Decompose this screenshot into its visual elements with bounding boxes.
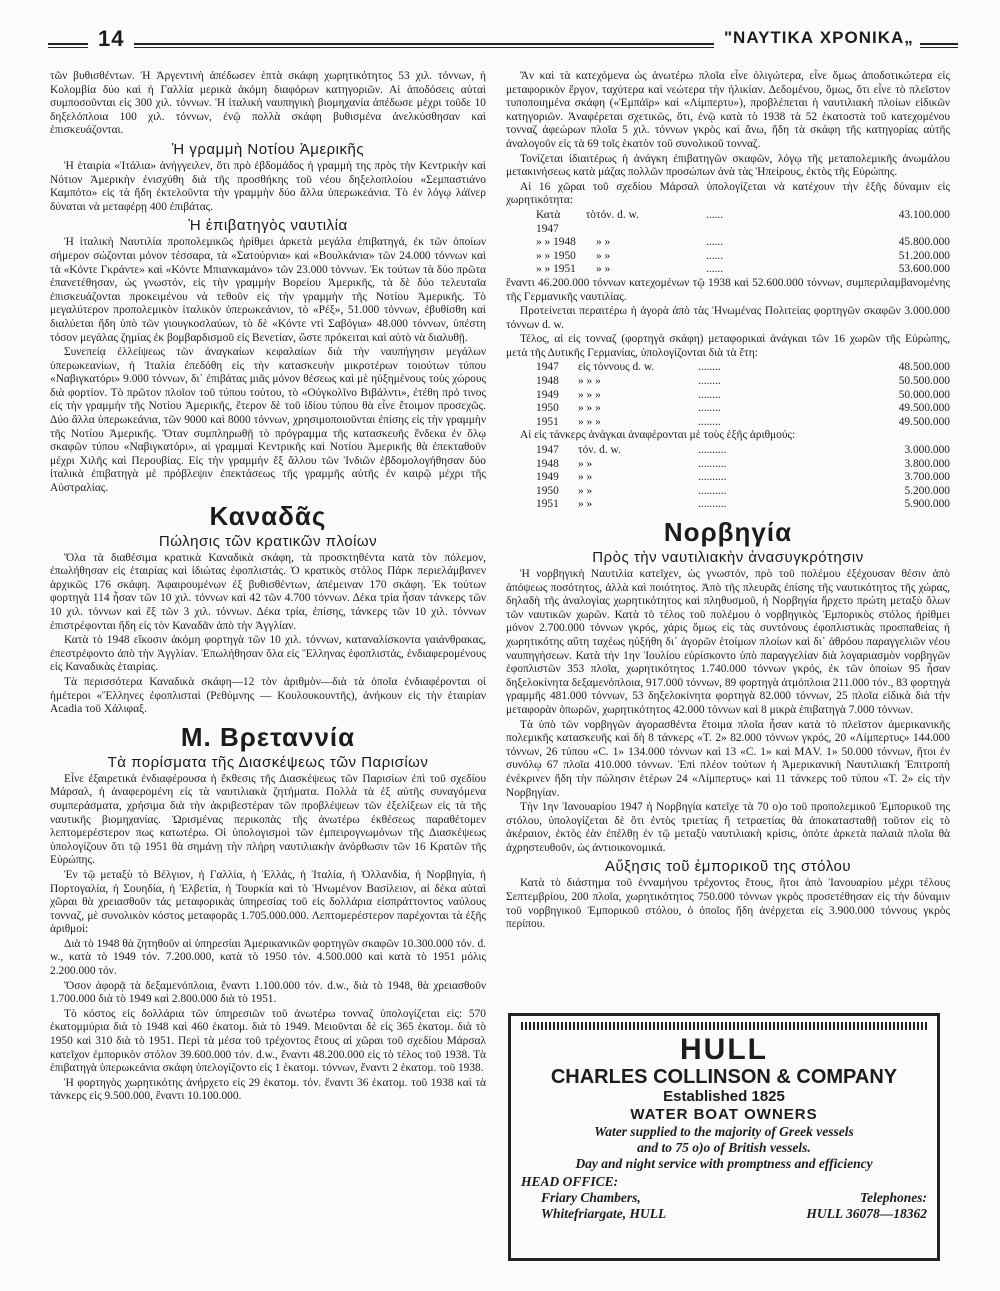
table-cell: ..........	[698, 484, 727, 497]
capacity-table	[536, 209, 950, 277]
paragraph: Τὰ ὑπὸ τῶν νορβηγῶν ἀγορασθέντα ἕτοιμα πλοῖα ἦσαν κατὰ τὸ πλεῖστον ἀμερικανικῆς πολεμικῆς κατασκευῆς καὶ δὴ 8 τάνκερς «Τ. 2» 82.000 τόννων γκρός, 20 «Λίμπερτυς» 144.000 τόννων, 26 τύπου «C. 1» 134.000 τόννων καὶ 13 «C. 1» καὶ ΜΑV. 1» 50.000 τόννων, ἤτοι ἐν συνόλῳ 67 πλοῖα 410.000 τόννων. Ἐπὶ πλέον τούτων ἡ Ἀμερικανικὴ Ναυτιλιακὴ Ἐπιτροπὴ ἐνέκρινεν ἤδη τὴν πώλησιν ἑτέρων 24 «Λίμπερτυς» καὶ 11 τάνκερς τοῦ τύπου «Τ. 2» εἰς τὴν Νορβηγίαν.	[506, 718, 950, 799]
advertisement	[508, 1013, 940, 1261]
ad-telephone-label: Telephones:	[860, 1190, 927, 1205]
intro-paragraph: τῶν βυθισθέντων. Ἡ Ἀργεντινὴ ἀπέδωσεν ἑπτὰ σκάφη χωρητικότητος 53 χιλ. τόννων, ἡ Κολομβία δύο καὶ ἡ Γαλλία μερικὰ ἀκόμη διαφόρων κατηγοριῶν. Αἱ ἀποδόσεις αὐταὶ συμποσοῦνται εἰς 300 χιλ. τόννων. Ἡ ἰταλικὴ ναυπηγικὴ βιομηχανία ἀπέδωσε μέχρι τοῦδε 10 δηξελόπλοια 100 χιλ. τόννων, ἐνῷ πολλὰ σκάφη βυθισμένα ἀνελκύσθησαν καὶ ἐπισκευάζονται.	[50, 70, 486, 137]
subheading-britain: Τὰ πορίσματα τῆς Διασκέψεως τῶν Παρισίων	[107, 753, 429, 771]
paragraph: Τὸ κόστος εἰς δολλάρια τῶν ὑπηρεσιῶν τοῦ ἀνωτέρω τονναζ ὑπολογίζεται εἰς: 570 ἑκατομμύρια διὰ τὸ 1948 καὶ 460 ἑκατομ. διὰ τὸ 1949. Μειοῦνται δὲ εἰς 365 ἑκατομ. διὰ τὸ 1950 καὶ 310 διὰ τὸ 1951. Περὶ τὰ μέσα τοῦ τρέχοντος ἔτους αἱ χῶραι τοῦ σχεδίου Μάρσαλ κατεῖχον ἐμπορικὸν στόλον 39.600.000 τόν. d.w., ἔναντι 48.200.000 εἰς τὸ τέλος τοῦ 1938. Τὰ ἐπιβατηγὰ ὑπερωκεάνια σκάφη ὑπελογίζοντο εἰς 1 ἑκατομ. τόννων, ἔναντι 2 ἑκατομ. τοῦ 1938.	[50, 1007, 486, 1075]
table-cell: » »	[596, 236, 611, 249]
masthead: "ΝΑΥΤΙΚΑ ΧΡΟΝΙΚΑ„	[724, 28, 914, 47]
table-cell: » »	[578, 471, 593, 484]
table-value: 3.000.000	[904, 444, 950, 457]
table-value: 45.800.000	[898, 236, 950, 249]
table-cell: » »	[578, 457, 593, 470]
ad-address: Whitefriargate, HULL	[541, 1206, 667, 1221]
paragraph: Αἱ 16 χῶραι τοῦ σχεδίου Μάρσαλ ὑπολογίζεται νὰ κατέχουν τὴν ἑξῆς δύναμιν εἰς χωρητικότητα:	[506, 180, 950, 207]
paragraph: Ἐν τῷ μεταξὺ τὸ Βέλγιον, ἡ Γαλλία, ἡ Ἑλλάς, ἡ Ἰταλία, ἡ Ὁλλανδία, ἡ Νορβηγία, ἡ Πορτογαλία, ἡ Σουηδία, ἡ Ἑλβετία, ἡ Τουρκία καὶ τὸ Ἡνωμένον Βασίλειον, αἱ δέκα αὐταὶ χῶραι θὰ χρειασθοῦν τάς μεταφορικὰς ὑπηρεσίας τοῦ εἰς δολλάρια εἰσπράττοντος ναύλους τονναζ, μὲ συνολικὸν κόστος μεταφορᾶς 1.705.000.000. Λεπτομερέστερον παρέχονται τὰ ἐξῆς ἀριθμοί:	[50, 868, 486, 936]
table-cell: 1947	[536, 361, 559, 374]
table-cell: 1951	[536, 498, 559, 511]
table-cell: » » 1950	[536, 249, 576, 262]
paragraph: Ἂν καὶ τὰ κατεχόμενα ὡς ἀνωτέρω πλοῖα εἶνε ὀλιγώτερα, εἶνε ὅμως ἀποδοτικώτερα εἰς μεταφορικὸν ἔργον, ταχύτερα καὶ νεώτερα τὴν ἡλικίαν. Δεδομένου, ὅμως, ὅτι εἶνε τὸ πλεῖστον τυποποιημένα σκάφη («Ἐμπάϊρ» καὶ «Λίμπερτυ»), προβλέπεται ἡ ναυτιλιακὴ πλοίων εἰδικῶν κατηγοριῶν. Ἀναφέρεται σχετικῶς, ὅτι, ἐνῷ κατὰ τὸ 1938 τὰ 52 ἑκατοστὰ τοῦ κατεχομένου τονναζ ἀφεώρων πλοῖα 5 χιλ. τόννων γκρὸς καὶ ἄνω, ἤδη τὰ σκάφη τῆς κατηγορίας αὐτῆς ἀναλογοῦν εἰς τὰ 69 τοῖς ἑκατὸν τοῦ συνολικοῦ τονναζ.	[506, 70, 950, 150]
paragraph: Ὅσον ἀφορᾷ τὰ δεξαμενόπλοια, ἔναντι 1.100.000 τόν. d.w., διὰ τὸ 1948, θὰ χρειασθοῦν 1.700.000 διὰ τὸ 1949 καὶ 2.800.000 διὰ τὸ 1951.	[50, 979, 486, 1006]
table-value: 50.000.000	[898, 388, 950, 401]
paragraph: Διὰ τὸ 1948 θὰ ζητηθοῦν αἱ ὑπηρεσίαι Ἀμερικανικῶν φορτηγῶν σκαφῶν 10.300.000 τόν. d. w., κατὰ τὸ 1949 τόν. 7.200.000, κατὰ τὸ 1950 τόν. 4.500.000 καὶ κατὰ τὸ 1951 μόλις 2.200.000 τόν.	[50, 937, 486, 978]
ad-slogan: Water supplied to the majority of Greek vessels	[594, 1124, 854, 1139]
table-cell: » » »	[578, 402, 601, 415]
paragraph: Τονίζεται ἰδιαιτέρως ἡ ἀνάγκη ἐπιβατηγῶν σκαφῶν, λόγῳ τῆς μεταπολεμικῆς ἀνωμάλου μετακινήσεως κατὰ μάζας πολλῶν προσώπων ἀνὰ τὰς Ἠπείρους, ἐκτὸς τῆς Εὐρώπης.	[506, 152, 950, 179]
table-cell: 1947	[536, 444, 559, 457]
table-cell: 1949	[536, 471, 559, 484]
table-cell: ......	[706, 208, 724, 221]
subheading-norway: Πρὸς τὴν ναυτιλιακὴν ἀνασυγκρότησιν	[592, 549, 864, 566]
table-value: 49.500.000	[898, 415, 950, 428]
table-cell: 1948	[536, 375, 559, 388]
table-value: 51.200.000	[898, 249, 950, 262]
table-cell: εἰς τόννους d. w.	[578, 361, 655, 374]
table-cell: » »	[578, 484, 593, 497]
paragraph: Προτείνεται περαιτέρω ἡ ἀγορὰ ἀπὸ τὰς Ἡνωμένας Πολιτείας φορτηγῶν σκαφῶν 3.000.000 τόννων d. w.	[506, 305, 950, 331]
subheading-canada: Πώλησις τῶν κρατικῶν πλοίων	[158, 532, 378, 550]
table-cell: ..........	[698, 471, 727, 484]
table-value: 43.100.000	[898, 208, 950, 221]
table-cell: » » 1948	[536, 236, 576, 249]
table-cell: » » »	[578, 375, 601, 388]
table-cell: τόν. d. w.	[596, 208, 639, 221]
ad-city: HULL	[680, 1033, 768, 1066]
ad-head-office: HEAD OFFICE:	[521, 1174, 619, 1189]
table-value: 50.500.000	[898, 375, 950, 388]
section-title-fleet-growth: Αὔξησις τοῦ ἐμπορικοῦ της στόλου	[604, 858, 852, 876]
table-value: 3.800.000	[904, 457, 950, 470]
ad-business: WATER BOAT OWNERS	[630, 1106, 818, 1123]
table-value: 48.500.000	[898, 361, 950, 374]
table-value: 5.200.000	[904, 484, 950, 497]
ad-telephone: HULL 36078—18362	[806, 1206, 927, 1221]
table-cell: 1948	[536, 457, 559, 470]
table-cell: ......	[706, 249, 724, 262]
table-cell: ......	[706, 236, 724, 249]
heading-norway: Νορβηγία	[663, 517, 793, 547]
paragraph: Ἡ ἰταλικὴ Ναυτιλία προπολεμικῶς ἠρίθμει ἀρκετὰ μεγάλα ἐπιβατηγά, ἐκ τῶν ὁποίων σήμερον σώζονται μόνον τέσσαρα, τὰ «Σατούρνια» καὶ «Βουλκάνια» τῶν 24.000 τόννων καὶ τὰ «Κόντε Γκράντε» καὶ «Κόντε Μπιανκαμάνο» τῶν 23.000 τόννων. Ἐκ τούτων τὰ δύο πρῶτα ἐπανετέθησαν, ὡς γνωστόν, εἰς τὴν γραμμὴν Βορείου Ἀμερικῆς, τὰ δὲ δύο τελευταῖα ἐπισκευάζονται προκειμένου νὰ τεθοῦν εἰς τὴν γραμμὴν τῆς Νοτίου Ἀμερικῆς. Τὸ μεγαλύτερον προπολεμικὸν ἰταλικὸν ὑπερωκεάνιον, τὸ «Ρέξ», 51.000 τόννων, ἐβυθίσθη καὶ διαλύεται ἤδη ὑπὸ τῶν γιουγκοσλαύων, τὸ δὲ «Κόντε ντὶ Σαβόγια» 48.000 τόννων, ὑπέστη τόσον μεγάλας ζημίας ἐκ βομβαρδισμοῦ εἰς Βενετίαν, ὥστε πρόκειται καὶ αὐτὸ νὰ διαλυθῇ.	[50, 236, 486, 344]
table-cell: ..........	[698, 444, 727, 457]
paragraph: Κατὰ τὸ διάστημα τοῦ ἐνναμήνου τρέχοντος ἔτους, ἤτοι ἀπὸ Ἰανουαρίου μέχρι τέλους Σεπτεμβρίου, 200 πλοῖα, χωρητικότητος 750.000 τόννων γκρὸς προσετέθησαν εἰς τὴν δύναμιν τοῦ νορβηγικοῦ Ἐμπορικοῦ στόλου, ὁ ὁποῖος ἤδη ἀνέρχεται εἰς 3.900.000 τόννους γκρὸς περίπου.	[506, 877, 950, 931]
paragraph: Ἡ φορτηγὸς χωρητικότης ἀνήρχετο εἰς 29 ἑκατομ. τόν. ἔναντι 36 ἑκατομ. τοῦ 1938 καὶ τὰ τάνκερς εἰς 9.500.000, ἔναντι 10.100.000.	[50, 1076, 486, 1103]
tanker-needs-table	[536, 444, 950, 512]
ad-address-row	[521, 1190, 927, 1206]
tonnage-needs-table	[536, 361, 950, 429]
right-column	[506, 70, 950, 933]
table-cell: » »	[578, 498, 593, 511]
table-value: 3.700.000	[904, 471, 950, 484]
ad-company: CHARLES COLLINSON & COMPANY	[550, 1066, 898, 1088]
left-column	[50, 70, 486, 1105]
table-cell: 1950	[536, 402, 559, 415]
heading-britain: Μ. Βρεταννία	[180, 721, 356, 752]
table-cell: ........	[698, 402, 721, 415]
header-rule-middle	[134, 43, 714, 48]
table-cell: ......	[706, 263, 724, 276]
table-cell: ..........	[698, 457, 727, 470]
paragraph: Τέλος, αἱ εἰς τονναζ (φορτηγὰ σκάφη) μεταφορικαὶ ἀνάγκαι τῶν 16 χωρῶν τῆς Εὐρώπης, μετὰ τῆς Δυτικῆς Γερμανίας, ὑπολογίζονται διὰ τὰ ἔτη:	[506, 333, 950, 359]
paragraph: Ἡ ἑταιρία «Ἰτάλια» ἀνήγγειλεν, ὅτι πρὸ ἑβδομάδος ἡ γραμμὴ της πρὸς τὴν Κεντρικὴν καὶ Νότιον Ἀμερικὴν ἐνισχύθη διὰ τῆς προσθήκης τοῦ νέου δηξελοπλοίου «Σεμπαστιάνο Καμπότο» εἰς τὰ ἤδη ἐκτελοῦντα τὴν γραμμὴν δύο ἄλλα ὑπερωκεάνια. Τὸ ἐν λόγῳ λάϊνερ δύναται νὰ μεταφέρῃ 400 ἐπιβάτας.	[50, 159, 486, 213]
header-rule-left	[48, 43, 88, 48]
ad-address: Friary Chambers,	[541, 1190, 641, 1205]
table-cell: ..........	[698, 498, 727, 511]
paragraph: Τὴν 1ην Ἰανουαρίου 1947 ἡ Νορβηγία κατεῖχε τὰ 70 ο)ο τοῦ προπολεμικοῦ Ἐμπορικοῦ της στόλου, ὑπολογίζεται δὲ ὅτι ἐντὸς τριετίας ἢ τετραετίας θὰ ἀποκατασταθῇ τοῦτον εἰς τὸ ἀκέραιον, ἐκτὸς ἐὰν ἐπέλθῃ ἐν τῷ μεταξὺ ναυτιλιακὴ κρίσις, ὁπότε ἀρκετὰ παλαιὰ πλοῖα θὰ ἀχρηστευθοῦν, ὡς ἀντιοικονομικά.	[506, 801, 950, 854]
ad-established: Established 1825	[663, 1088, 785, 1105]
table-cell: » »	[596, 263, 611, 276]
table-value: 5.900.000	[904, 498, 950, 511]
paragraph: ἔναντι 46.200.000 τόννων κατεχομένων τῷ 1938 καὶ 52.600.000 τόννων, συμπεριλαμβανομένης τῆς Γερμανικῆς ναυτιλίας.	[506, 276, 950, 303]
paragraph: Συνεπείᾳ ἐλλείψεως τῶν ἀναγκαίων κεφαλαίων διὰ τὴν ναυπήγησιν μεγάλων ὑπερωκεανίων, ἡ Ἰταλία ἐπεδόθη εἰς τὴν κατασκευὴν μικροτέρων τοιούτων τύπου «Ναβιγκατόρι» 9.000 τόννων, δι᾽ ἐπιβάτας μιᾶς μόνον θέσεως καὶ μὲ ηὐξημένους τοὺς χώρους διὰ φορτίον. Τὸ πρῶτον πλοῖον τοῦ τύπου τούτου, τὸ «Οὐγκολῖνο Βιβάλντι», ἐτέθη πρό τινος εἰς τὴν γραμμὴν τῆς Νοτίου Ἀμερικῆς, ἕτερον δὲ τοῦ ἰδίου τύπου θὰ εἶνε ἕτοιμον προσεχῶς. Δύο ἄλλα ὑπερωκεάνια, τῶν 9000 καὶ 8000 τόννων, χρησιμοποιοῦνται ἐπίσης εἰς τὴν γραμμὴν τῆς Νοτίου Ἀμερικῆς. Ὅταν συμπληρωθῇ τὸ πρόγραμμα τῆς κατασκευῆς ἕνδεκα ἐν ὅλῳ σκαφῶν τύπου «Ναβιγκατόρι», αἱ γραμμαὶ Κεντρικῆς καὶ Νοτίου Ἀμερικῆς θὰ ἐπεκταθοῦν μέχρι Χιλῆς καὶ Περουβίας. Εἰς τὴν γραμμὴν ἔξ ἄλλου τῶν Ἰνδιῶν ἑβδομολογήθησαν δύο ἰταλικὰ ἐπιβατηγὰ μὲ πρόβλεψιν ἐπεκτάσεως τῆς γραμμῆς αὐτῆς ἐν καιρῷ μέχρι τῆς Αὐστραλίας.	[50, 346, 486, 495]
table-cell: » » »	[578, 415, 601, 428]
paragraph: Κατὰ τὸ 1948 εἴκοσιν ἀκόμη φορτηγὰ τῶν 10 χιλ. τόννων, καταναλίσκοντα γαιάνθρακας, ἐπεστρέφοντο ἀπὸ τὴν Ἀγγλίαν. Ἐπωλήθησαν ὅλα εἰς Ἕλληνας ἐφοπλιστάς, ἐνδιαφερομένους εἰς Καναδικὰς ἑταιρίας.	[50, 634, 486, 674]
page-header	[48, 26, 958, 66]
table-cell: ........	[698, 375, 721, 388]
table-value: 49.500.000	[898, 402, 950, 415]
header-rule-right	[920, 43, 958, 48]
table-cell: ........	[698, 361, 721, 374]
table-cell: 1950	[536, 484, 559, 497]
table-cell: τόν. d. w.	[578, 444, 621, 457]
ad-slogan: Day and night service with promptness and efficiency	[575, 1156, 873, 1171]
section-title-south-america: Ἡ γραμμὴ Νοτίου Ἀμερικῆς	[171, 140, 365, 158]
table-cell: » »	[596, 249, 611, 262]
table-cell: » » 1951	[536, 263, 576, 276]
paragraph: Ἡ νορβηγικὴ Ναυτιλία κατεῖχεν, ὡς γνωστόν, πρὸ τοῦ πολέμου ἐξέχουσαν θέσιν ἀπὸ ἀπόψεως ποσότητος, ἀλλὰ καὶ ποιότητος. Ἀπὸ τῆς πλευρᾶς ἐπίσης τῆς ναυτικότητος τῆς χώρας, δηλαδὴ τῆς ἀναλογίας χωρητικότητος καὶ πληθυσμοῦ, ἡ Νορβηγία ἤρχετο πρώτη μεταξὺ ὅλων τῶν ναυτικῶν χωρῶν. Κατὰ τὸ τέλος τοῦ πολέμου ὁ νορβηγικὸς Ἐμπορικὸς στόλος ἠρίθμει μόνον 2.700.000 τόννων γκρός, χάρις ὅμως εἰς τὰς συντόνους ἐφοπλιστικὰς προσπαθείας ἡ χωρητικότης αὕτη ταχέως ηὐξήθη δι᾽ ἀγορῶν ἑτοίμων πλοίων καὶ δι᾽ ἀθρόου παραγγελιῶν νέου ναυπηγήσεων. Κατὰ τὴν 1ην Ἰουλίου εὑρίσκοντο ὑπὸ παραγγελίαν διὰ λογαριασμὸν νορβηγῶν ἐφοπλιστῶν 353 πλοῖα, χωρητικότητος 1.740.000 τόννων γκρός, ἐκ τῶν ὁποίων 95 ἦσαν δηξελοκίνητα δεξαμενόπλοια, 917.000 τόννων, 89 φορτηγὰ ἀτμόπλοια 211.000 τόν., 83 φορτηγὰ γραμμῆς 481.000 τόννων, 53 δηξελοκίνητα φορτηγὰ 82.000 τόννων, 25 πλοῖα εἰδικὰ διὰ τὴν μεταφορὰν ὀπωρῶν, χωρητικότητος 42.000 τόννων καὶ 8 μικρὰ ἐπιβατηγὰ 7.000 τόννων.	[506, 568, 950, 716]
paragraph: Ὅλα τὰ διαθέσιμα κρατικὰ Καναδικὰ σκάφη, τὰ προσκτηθέντα κατὰ τὸν πόλεμον, ἐπωλήθησαν εἰς ἑταιρίας καὶ ἰδιώτας ἐφοπλιστάς. Ὁ κρατικὸς στόλος Πάρκ περιελάμβανεν ἀρχικῶς 176 σκάφη. Ἀφαιρουμένων ἐξ βυθισθέντων, ἀπέμειναν 170 σκάφη. Ἐκ τούτων φορτηγὰ 114 ἦσαν τῶν 10 χιλ. τόννων καὶ 42 τῶν 4.700 τόννων. Δέκα τρία ἦσαν τάνκερς τῶν 10 χιλ. τόννων καὶ ἕξ τῶν 3 χιλ. τόννων. Δέκα τρία, ἐπίσης, τάνκερς τῶν 10 χιλ. τόννων ἐπιστρέφονται ἤδη εἰς τὸν Καναδᾶν ἀπὸ τὴν Ἀγγλίαν.	[50, 551, 486, 632]
table-cell: » » »	[578, 388, 601, 401]
ad-top-band	[521, 1022, 927, 1030]
heading-canada: Καναδᾶς	[209, 500, 327, 531]
table-cell: Κατὰ τὸ 1947	[536, 208, 596, 235]
ad-address-row	[521, 1206, 927, 1222]
table-value: 53.600.000	[898, 263, 950, 276]
table-cell: ........	[698, 415, 721, 428]
page-number: 14	[98, 26, 125, 51]
table-cell: 1951	[536, 415, 559, 428]
table-cell: ........	[698, 388, 721, 401]
paragraph: Τὰ περισσότερα Καναδικὰ σκάφη—12 τὸν ἀριθμὸν—διὰ τὰ ὁποῖα ἐνδιαφέρονται οἱ ἡμέτεροι «Ἕλληνες ἐφοπλισταὶ (Ρεθύμνης — Κουλουκουντῆς), ἀνήκουν εἰς τὴν ἑταιρίαν Acadia τοῦ Χάλιφαξ.	[50, 675, 486, 716]
section-title-passenger-shipping: Ἡ ἐπιβατηγὸς ναυτιλία	[188, 217, 348, 235]
paragraph: Αἱ εἰς τάνκερς ἀνάγκαι ἀναφέρονται μὲ τοὺς ἑξῆς ἀριθμούς:	[520, 429, 796, 442]
ad-slogan: and to 75 o)o of British vessels.	[637, 1140, 811, 1155]
table-cell: 1949	[536, 388, 559, 401]
paragraph: Εἶνε ἐξαιρετικὰ ἐνδιαφέρουσα ἡ ἔκθεσις τῆς Διασκέψεως τῶν Παρισίων ἐπὶ τοῦ σχεδίου Μάρσαλ, ἡ ἀναφερομένη εἰς τὰ ναυτιλιακὰ ζητήματα. Πολλὰ τὰ ἐξ αὐτῆς συναγόμενα συμπεράσματα, χρήσιμα διὰ τὴν ἀκριβεστέραν τῶν προβλέψεων τῶν ἐξελίξεων εἰς τὰ τῆς ναυτικῆς βιομηχανίας. Ὡρισμένας περικοπὰς τῆς ἀνωτέρω ἐκθέσεως παραθέτομεν λεπτομερέστερον πως κατωτέρω. Οἱ ὑπολογισμοὶ τῶν ἐμπειρογνωμόνων τῆς Διασκέψεως ὑπολογίζουν ὅτι τῷ 1951 θὰ σημάνῃ τὴν πλήρη ναυτιλιακὴν ἀνόρθωσιν τῶν 16 Κρατῶν τῆς Εὐρώπης.	[50, 772, 486, 867]
